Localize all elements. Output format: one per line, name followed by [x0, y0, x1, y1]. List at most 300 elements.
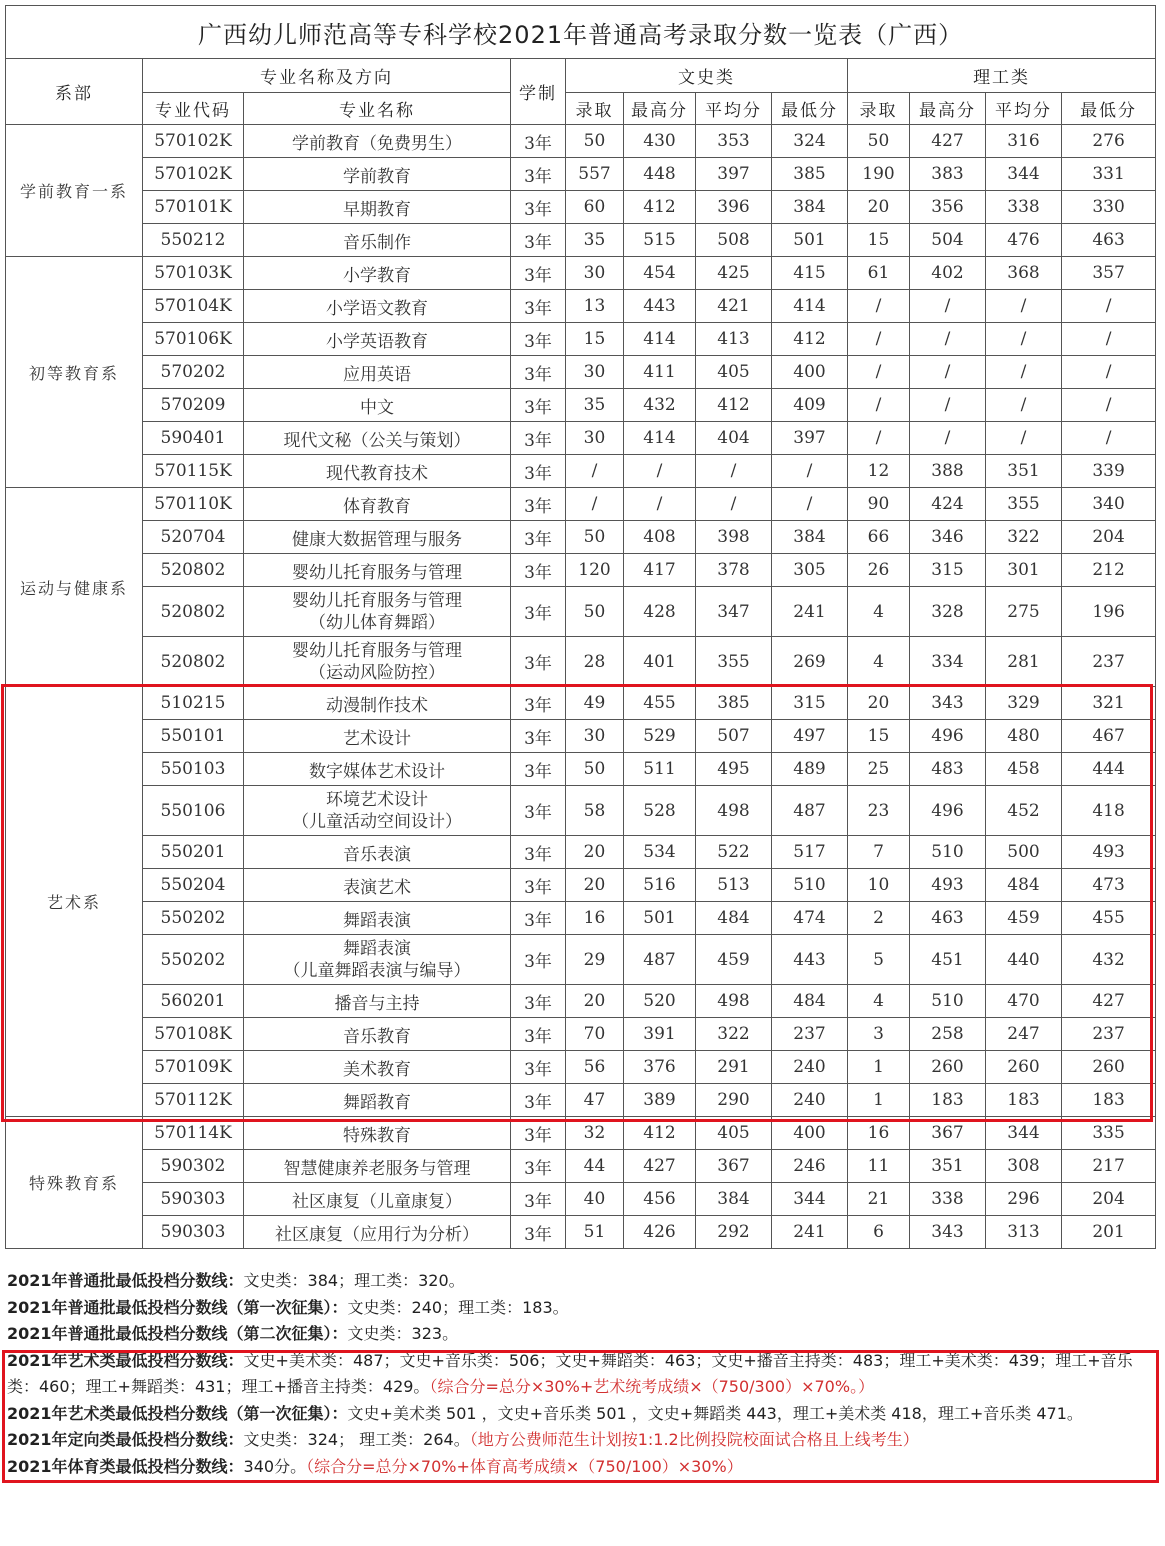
- arts-min: 385: [772, 158, 848, 191]
- arts-admitted: 30: [566, 720, 624, 753]
- arts-admitted: 70: [566, 1018, 624, 1051]
- science-max: 510: [910, 836, 986, 869]
- major-name-line: 音乐表演: [343, 844, 411, 865]
- science-max: 504: [910, 224, 986, 257]
- science-avg: 476: [986, 224, 1062, 257]
- note-label: 2021年艺术类最低投档分数线（第一次征集）：: [7, 1403, 348, 1423]
- arts-avg: /: [696, 488, 772, 521]
- science-admitted: 1: [848, 1051, 910, 1084]
- major-code: 570110K: [143, 488, 244, 521]
- arts-avg: 522: [696, 836, 772, 869]
- major-name: [244, 720, 511, 753]
- note-line: [7, 1295, 1157, 1322]
- science-admitted: 5: [848, 935, 910, 985]
- duration: 3年: [511, 687, 566, 720]
- table-row: [6, 687, 1156, 720]
- arts-avg: 413: [696, 323, 772, 356]
- duration: 3年: [511, 1084, 566, 1117]
- arts-max: 454: [624, 257, 696, 290]
- table-title: 广西幼儿师范高等专科学校2021年普通高考录取分数一览表（广西）: [6, 6, 1156, 59]
- major-name: [244, 257, 511, 290]
- major-name-line: 现代教育技术: [326, 463, 428, 484]
- arts-max: 389: [624, 1084, 696, 1117]
- header-science-admitted: 录取: [848, 93, 910, 125]
- major-code: 570209: [143, 389, 244, 422]
- arts-avg: 322: [696, 1018, 772, 1051]
- arts-avg: 398: [696, 521, 772, 554]
- arts-admitted: 47: [566, 1084, 624, 1117]
- science-admitted: 21: [848, 1183, 910, 1216]
- arts-avg: 378: [696, 554, 772, 587]
- duration: 3年: [511, 1018, 566, 1051]
- duration: 3年: [511, 1117, 566, 1150]
- arts-admitted: 51: [566, 1216, 624, 1249]
- science-admitted: /: [848, 323, 910, 356]
- table-row: [6, 1018, 1156, 1051]
- major-code: 570112K: [143, 1084, 244, 1117]
- arts-max: 401: [624, 637, 696, 687]
- table-row: [6, 1183, 1156, 1216]
- science-max: 343: [910, 1216, 986, 1249]
- arts-admitted: 32: [566, 1117, 624, 1150]
- duration: 3年: [511, 836, 566, 869]
- arts-min: 344: [772, 1183, 848, 1216]
- science-max: /: [910, 422, 986, 455]
- major-name-line: 动漫制作技术: [326, 695, 428, 716]
- note-remark: （地方公费师范生计划按1:1.2比例投院校面试合格且上线考生）: [469, 1430, 919, 1449]
- duration: 3年: [511, 869, 566, 902]
- table-row: [6, 935, 1156, 985]
- header-science-max: 最高分: [910, 93, 986, 125]
- science-min: 340: [1062, 488, 1156, 521]
- major-name: [244, 836, 511, 869]
- arts-min: 474: [772, 902, 848, 935]
- arts-admitted: 60: [566, 191, 624, 224]
- major-code: 570103K: [143, 257, 244, 290]
- arts-max: 412: [624, 191, 696, 224]
- science-avg: 281: [986, 637, 1062, 687]
- arts-max: 414: [624, 323, 696, 356]
- arts-avg: 484: [696, 902, 772, 935]
- table-row: [6, 356, 1156, 389]
- arts-avg: 498: [696, 985, 772, 1018]
- arts-min: 409: [772, 389, 848, 422]
- major-name-line: 舞蹈表演: [343, 910, 411, 931]
- major-name-line: 体育教育: [343, 496, 411, 517]
- arts-admitted: 29: [566, 935, 624, 985]
- arts-admitted: 16: [566, 902, 624, 935]
- table-row: [6, 1084, 1156, 1117]
- arts-avg: 498: [696, 786, 772, 836]
- note-line: [7, 1427, 1157, 1454]
- arts-admitted: 44: [566, 1150, 624, 1183]
- arts-max: /: [624, 455, 696, 488]
- arts-max: 426: [624, 1216, 696, 1249]
- major-name: [244, 422, 511, 455]
- arts-min: 241: [772, 587, 848, 637]
- table-row: [6, 836, 1156, 869]
- science-avg: 351: [986, 455, 1062, 488]
- science-admitted: 20: [848, 191, 910, 224]
- table-row: [6, 554, 1156, 587]
- arts-admitted: 50: [566, 521, 624, 554]
- arts-avg: 459: [696, 935, 772, 985]
- major-name: [244, 1117, 511, 1150]
- science-max: 367: [910, 1117, 986, 1150]
- note-label: 2021年普通批最低投档分数线（第一次征集）：: [7, 1297, 348, 1317]
- science-min: 335: [1062, 1117, 1156, 1150]
- science-min: 455: [1062, 902, 1156, 935]
- science-max: 351: [910, 1150, 986, 1183]
- major-name: [244, 753, 511, 786]
- science-admitted: 15: [848, 720, 910, 753]
- science-min: 473: [1062, 869, 1156, 902]
- major-name-line: 婴幼儿托育服务与管理: [292, 640, 462, 661]
- major-name-line: 小学英语教育: [326, 331, 428, 352]
- note-label: 2021年定向类最低投档分数线：: [7, 1430, 244, 1449]
- major-name: [244, 125, 511, 158]
- duration: 3年: [511, 587, 566, 637]
- science-max: 496: [910, 786, 986, 836]
- science-admitted: 66: [848, 521, 910, 554]
- header-arts-max: 最高分: [624, 93, 696, 125]
- note-line: [7, 1454, 1157, 1481]
- science-max: 493: [910, 869, 986, 902]
- arts-max: 511: [624, 753, 696, 786]
- arts-max: 427: [624, 1150, 696, 1183]
- duration: 3年: [511, 125, 566, 158]
- science-avg: 329: [986, 687, 1062, 720]
- science-max: /: [910, 323, 986, 356]
- arts-max: 412: [624, 1117, 696, 1150]
- science-admitted: 61: [848, 257, 910, 290]
- science-avg: 344: [986, 1117, 1062, 1150]
- header-science-min: 最低分: [1062, 93, 1156, 125]
- major-code: 590303: [143, 1183, 244, 1216]
- major-name: [244, 224, 511, 257]
- science-min: /: [1062, 290, 1156, 323]
- science-min: 444: [1062, 753, 1156, 786]
- science-admitted: /: [848, 422, 910, 455]
- arts-avg: 405: [696, 1117, 772, 1150]
- major-name-line: 智慧健康养老服务与管理: [283, 1158, 471, 1179]
- major-direction: （儿童活动空间设计）: [292, 811, 462, 832]
- science-min: 331: [1062, 158, 1156, 191]
- duration: 3年: [511, 753, 566, 786]
- major-name-line: 数字媒体艺术设计: [309, 761, 445, 782]
- arts-max: 529: [624, 720, 696, 753]
- table-row: [6, 1150, 1156, 1183]
- science-max: 334: [910, 637, 986, 687]
- science-min: 237: [1062, 637, 1156, 687]
- science-avg: 183: [986, 1084, 1062, 1117]
- arts-admitted: 20: [566, 985, 624, 1018]
- arts-max: 515: [624, 224, 696, 257]
- arts-avg: 367: [696, 1150, 772, 1183]
- science-admitted: 26: [848, 554, 910, 587]
- table-row: [6, 290, 1156, 323]
- science-avg: /: [986, 290, 1062, 323]
- duration: 3年: [511, 1216, 566, 1249]
- arts-max: 448: [624, 158, 696, 191]
- arts-admitted: 557: [566, 158, 624, 191]
- table-row: [6, 902, 1156, 935]
- note-label: 2021年普通批最低投档分数线（第二次征集）：: [7, 1324, 348, 1343]
- arts-avg: 425: [696, 257, 772, 290]
- major-name: [244, 786, 511, 836]
- science-max: 356: [910, 191, 986, 224]
- major-name-line: 美术教育: [343, 1059, 411, 1080]
- arts-admitted: 30: [566, 422, 624, 455]
- arts-max: 516: [624, 869, 696, 902]
- major-code: 590302: [143, 1150, 244, 1183]
- duration: 3年: [511, 1051, 566, 1084]
- science-avg: 458: [986, 753, 1062, 786]
- note-line: [7, 1268, 1157, 1295]
- duration: 3年: [511, 720, 566, 753]
- duration: 3年: [511, 455, 566, 488]
- arts-min: /: [772, 488, 848, 521]
- science-avg: 316: [986, 125, 1062, 158]
- duration: 3年: [511, 356, 566, 389]
- header-science: 理工类: [848, 59, 1156, 93]
- arts-avg: 292: [696, 1216, 772, 1249]
- science-max: 483: [910, 753, 986, 786]
- major-name: [244, 1084, 511, 1117]
- science-max: 346: [910, 521, 986, 554]
- science-admitted: 90: [848, 488, 910, 521]
- arts-avg: 404: [696, 422, 772, 455]
- major-name: [244, 687, 511, 720]
- major-code: 590303: [143, 1216, 244, 1249]
- major-name-line: 舞蹈表演: [343, 938, 411, 959]
- table-row: [6, 637, 1156, 687]
- duration: 3年: [511, 521, 566, 554]
- arts-avg: 385: [696, 687, 772, 720]
- major-name: [244, 191, 511, 224]
- science-max: 315: [910, 554, 986, 587]
- major-code: 550212: [143, 224, 244, 257]
- major-direction: （儿童舞蹈表演与编导）: [283, 960, 471, 981]
- arts-max: 430: [624, 125, 696, 158]
- science-min: 260: [1062, 1051, 1156, 1084]
- arts-min: 501: [772, 224, 848, 257]
- major-name-line: 播音与主持: [334, 993, 420, 1014]
- science-avg: 500: [986, 836, 1062, 869]
- arts-max: 487: [624, 935, 696, 985]
- note-text: 文史+美术类：487；文史+音乐类：506；文史+舞蹈类：463；文史+播音主持类：483；理工+美术类：439；理工+音乐类：460；理工+舞蹈类：431；理工+播音主持类：429。: [7, 1350, 1133, 1396]
- major-code: 570109K: [143, 1051, 244, 1084]
- score-sheet: [5, 5, 1155, 1249]
- science-avg: 308: [986, 1150, 1062, 1183]
- major-code: 560201: [143, 985, 244, 1018]
- science-min: 467: [1062, 720, 1156, 753]
- science-admitted: 2: [848, 902, 910, 935]
- notes-section: [7, 1268, 1157, 1480]
- science-max: 424: [910, 488, 986, 521]
- science-min: /: [1062, 323, 1156, 356]
- science-avg: 247: [986, 1018, 1062, 1051]
- arts-avg: 291: [696, 1051, 772, 1084]
- major-name-line: 现代文秘（公关与策划）: [283, 430, 471, 451]
- science-admitted: /: [848, 290, 910, 323]
- arts-admitted: 50: [566, 753, 624, 786]
- science-min: 330: [1062, 191, 1156, 224]
- note-remark: （综合分=总分×70%+体育高考成绩×（750/100）×30%）: [306, 1456, 743, 1476]
- duration: 3年: [511, 1150, 566, 1183]
- arts-avg: 353: [696, 125, 772, 158]
- major-name-line: 婴幼儿托育服务与管理: [292, 562, 462, 583]
- arts-avg: 290: [696, 1084, 772, 1117]
- major-code: 550201: [143, 836, 244, 869]
- major-name: [244, 1150, 511, 1183]
- arts-min: 269: [772, 637, 848, 687]
- arts-avg: 396: [696, 191, 772, 224]
- science-min: 204: [1062, 1183, 1156, 1216]
- arts-min: 397: [772, 422, 848, 455]
- arts-min: 484: [772, 985, 848, 1018]
- science-admitted: /: [848, 389, 910, 422]
- table-row: [6, 422, 1156, 455]
- note-label: 2021年体育类最低投档分数线：: [7, 1456, 244, 1476]
- science-max: 427: [910, 125, 986, 158]
- arts-admitted: 35: [566, 389, 624, 422]
- duration: 3年: [511, 902, 566, 935]
- major-name-line: 表演艺术: [343, 877, 411, 898]
- arts-max: 411: [624, 356, 696, 389]
- science-max: /: [910, 290, 986, 323]
- science-admitted: 20: [848, 687, 910, 720]
- arts-avg: /: [696, 455, 772, 488]
- arts-avg: 397: [696, 158, 772, 191]
- science-admitted: 10: [848, 869, 910, 902]
- major-code: 550204: [143, 869, 244, 902]
- arts-min: 400: [772, 356, 848, 389]
- major-name: [244, 1018, 511, 1051]
- department-name: 学前教育一系: [6, 125, 143, 257]
- arts-min: 246: [772, 1150, 848, 1183]
- science-min: 418: [1062, 786, 1156, 836]
- note-remark: （综合分=总分×30%+艺术统考成绩×（750/300）×70%。）: [429, 1377, 875, 1396]
- header-major-group: 专业名称及方向: [143, 59, 511, 93]
- arts-avg: 508: [696, 224, 772, 257]
- duration: 3年: [511, 389, 566, 422]
- major-name-line: 艺术设计: [343, 728, 411, 749]
- arts-admitted: 13: [566, 290, 624, 323]
- note-text: 文史类：384；理工类：320。: [243, 1271, 465, 1290]
- table-row: [6, 257, 1156, 290]
- science-avg: /: [986, 323, 1062, 356]
- header-department: 系部: [6, 59, 143, 125]
- note-line: [7, 1321, 1157, 1348]
- science-max: /: [910, 356, 986, 389]
- table-row: [6, 389, 1156, 422]
- science-admitted: 1: [848, 1084, 910, 1117]
- major-code: 520802: [143, 587, 244, 637]
- major-name: [244, 488, 511, 521]
- arts-min: 241: [772, 1216, 848, 1249]
- header-code: 专业代码: [143, 93, 244, 125]
- major-code: 550101: [143, 720, 244, 753]
- major-direction: （运动风险防控）: [309, 662, 445, 683]
- arts-admitted: 58: [566, 786, 624, 836]
- arts-min: 510: [772, 869, 848, 902]
- science-min: 201: [1062, 1216, 1156, 1249]
- duration: 3年: [511, 935, 566, 985]
- duration: 3年: [511, 554, 566, 587]
- science-admitted: 16: [848, 1117, 910, 1150]
- science-admitted: 4: [848, 587, 910, 637]
- science-admitted: 4: [848, 637, 910, 687]
- science-min: /: [1062, 389, 1156, 422]
- science-avg: 355: [986, 488, 1062, 521]
- table-row: [6, 224, 1156, 257]
- table-row: [6, 1051, 1156, 1084]
- major-code: 570102K: [143, 125, 244, 158]
- major-name-line: 音乐制作: [343, 232, 411, 253]
- major-name: [244, 1216, 511, 1249]
- science-max: 402: [910, 257, 986, 290]
- major-code: 550202: [143, 902, 244, 935]
- science-admitted: 12: [848, 455, 910, 488]
- major-name-line: 特殊教育: [343, 1125, 411, 1146]
- major-name: [244, 587, 511, 637]
- header-science-avg: 平均分: [986, 93, 1062, 125]
- science-max: /: [910, 389, 986, 422]
- major-name: [244, 869, 511, 902]
- major-name-line: 早期教育: [343, 199, 411, 220]
- arts-avg: 412: [696, 389, 772, 422]
- major-code: 570202: [143, 356, 244, 389]
- arts-admitted: 15: [566, 323, 624, 356]
- table-row: [6, 786, 1156, 836]
- major-name: [244, 554, 511, 587]
- major-name-line: 社区康复（应用行为分析）: [275, 1224, 479, 1245]
- science-min: 357: [1062, 257, 1156, 290]
- arts-avg: 495: [696, 753, 772, 786]
- arts-min: 412: [772, 323, 848, 356]
- duration: 3年: [511, 323, 566, 356]
- science-avg: 368: [986, 257, 1062, 290]
- science-avg: 452: [986, 786, 1062, 836]
- department-name: 特殊教育系: [6, 1117, 143, 1249]
- major-code: 520802: [143, 637, 244, 687]
- note-text: 340分。: [243, 1456, 307, 1476]
- header-name: 专业名称: [244, 93, 511, 125]
- major-name: [244, 521, 511, 554]
- science-admitted: 7: [848, 836, 910, 869]
- arts-min: 305: [772, 554, 848, 587]
- major-name-line: 健康大数据管理与服务: [292, 529, 462, 550]
- science-avg: 322: [986, 521, 1062, 554]
- note-label: 2021年艺术类最低投档分数线：: [7, 1350, 244, 1370]
- science-min: 204: [1062, 521, 1156, 554]
- major-code: 550202: [143, 935, 244, 985]
- science-avg: 470: [986, 985, 1062, 1018]
- arts-min: 497: [772, 720, 848, 753]
- major-name-line: 学前教育（免费男生）: [292, 133, 462, 154]
- major-code: 520704: [143, 521, 244, 554]
- science-min: 493: [1062, 836, 1156, 869]
- science-max: 258: [910, 1018, 986, 1051]
- science-max: 510: [910, 985, 986, 1018]
- science-avg: 301: [986, 554, 1062, 587]
- arts-max: 414: [624, 422, 696, 455]
- science-max: 343: [910, 687, 986, 720]
- science-admitted: 190: [848, 158, 910, 191]
- arts-min: 414: [772, 290, 848, 323]
- major-name: [244, 389, 511, 422]
